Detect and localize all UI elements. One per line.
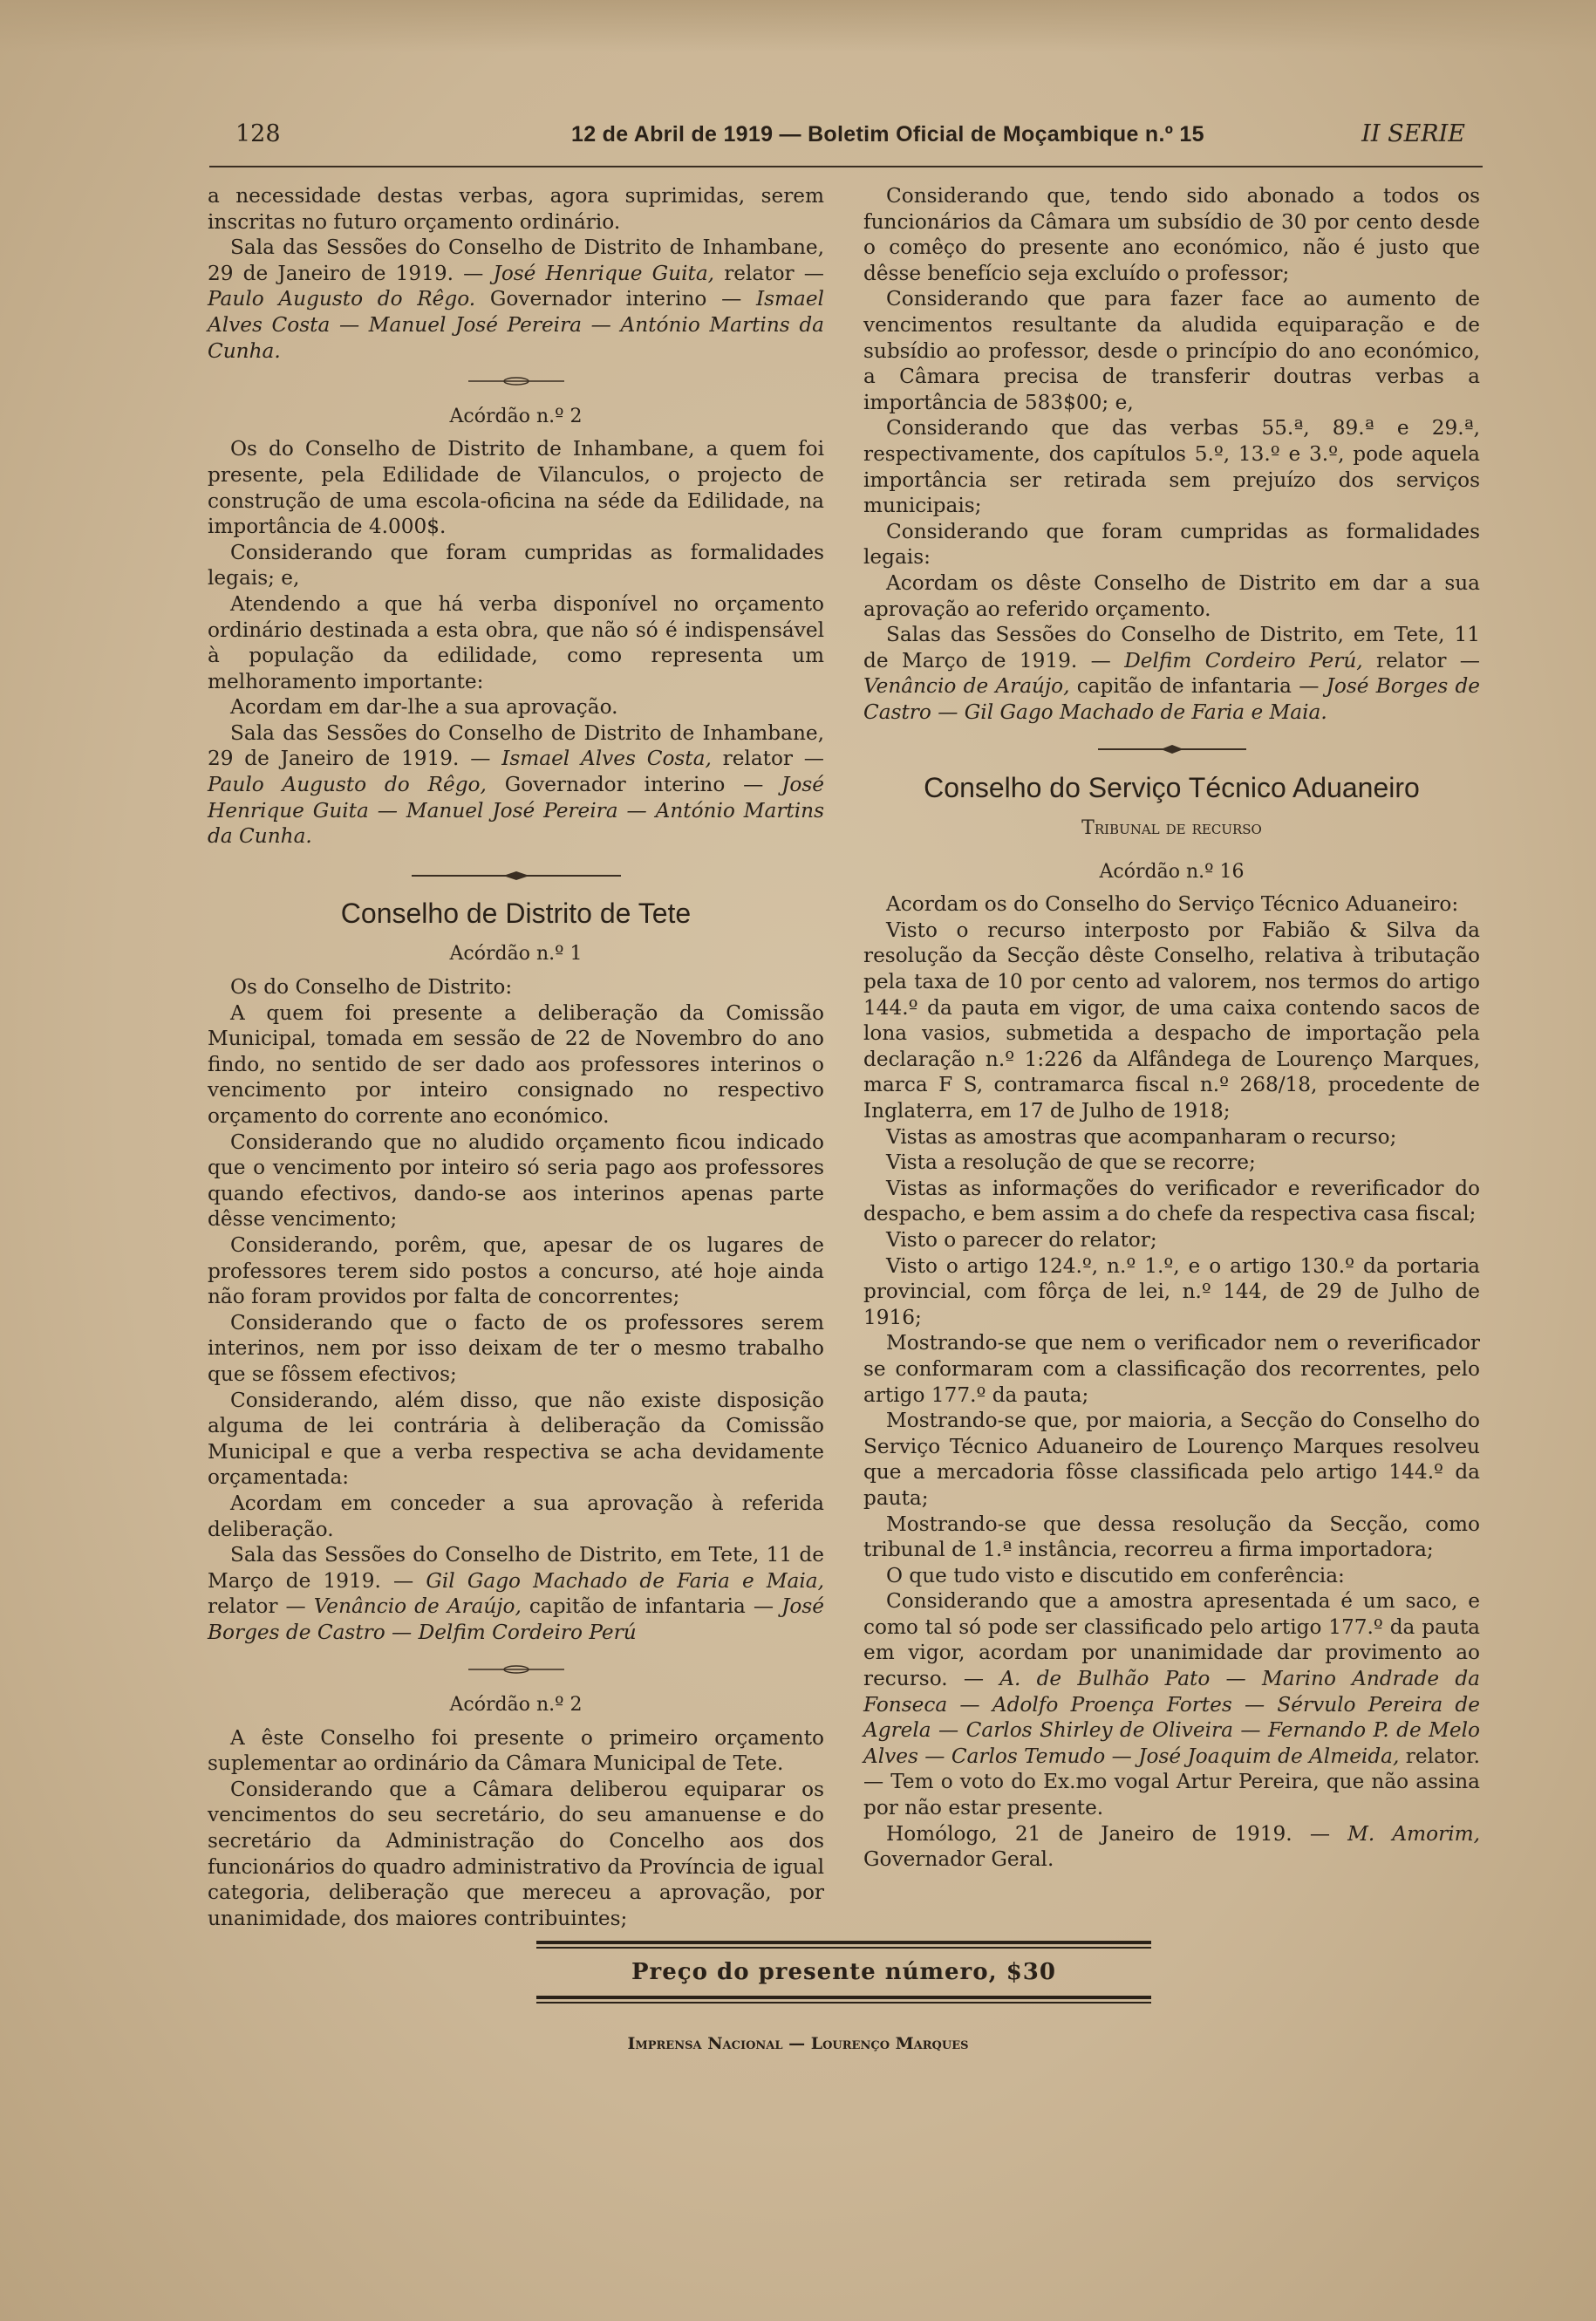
ornament-divider bbox=[208, 367, 824, 393]
paragraph: Considerando que para fazer face ao aumento de vencimentos resultante da aludida equiparação e de subsídio ao professor, desde o princípio do ano económico, a Câmara precisa de transferir doutras verbas a importância de 583$00; e, bbox=[863, 287, 1480, 414]
paragraph: Considerando que, tendo sido abonado a todos os funcionários da Câmara um subsídio de 30 por cento desde o comêço do presente ano económico, não é justo que dêsse benefício seja excluído o professor; bbox=[863, 184, 1480, 285]
acordao-heading: Acórdão n.º 2 bbox=[449, 1694, 583, 1717]
page-number: 128 bbox=[235, 120, 281, 147]
signature-paragraph: Sala das Sessões do Conselho de Distrito, em Tete, 11 de Março de 1919. — Gil Gago Machado de Faria e Maia, relator — Venâncio de Araújo, capitão de infantaria — José Borges de Castro — Delfim Cordeiro Perú bbox=[208, 1543, 825, 1644]
price-rule-bottom bbox=[536, 1996, 1151, 2004]
acordao-heading: Acórdão n.º 2 bbox=[449, 405, 583, 427]
price-block bbox=[536, 1941, 1151, 2004]
signature-paragraph: Sala das Sessões do Conselho de Distrito de Inhambane, 29 de Janeiro de 1919. — Ismael Alves Costa, relator — Paulo Augusto do Rêgo, Governador interino — José Henrique Guita — Manuel José Pereira — António Martins da Cunha. bbox=[208, 720, 824, 849]
signature-paragraph: Salas das Sessões do Conselho de Distrito, em Tete, 11 de Março de 1919. — Delfim Cordeiro Perú, relator — Venâncio de Araújo, capitão de infantaria — José Borges de Castro — Gil Gago Machado de Faria e Maia. bbox=[863, 623, 1481, 724]
paragraph: Considerando, além disso, que não existe disposição alguma de lei contrária à deliberação da Comissão Municipal e que a verba respectiva se acha devidamente orçamentada: bbox=[208, 1388, 824, 1490]
paragraph: Mostrando-se que dessa resolução da Secção, como tribunal de 1.ª instância, recorreu a firma importadora; bbox=[863, 1512, 1480, 1562]
signature-paragraph: Sala das Sessões do Conselho de Distrito de Inhambane, 29 de Janeiro de 1919. — José Henrique Guita, relator — Paulo Augusto do Rêgo. Governador interino — Ismael Alves Costa — Manuel José Pereira — António Martins da Cunha. bbox=[208, 236, 824, 363]
header-title: 12 de Abril de 1919 — Boletim Oficial de Moçambique n.º 15 bbox=[571, 122, 1204, 147]
section-title: Conselho de Distrito de Tete bbox=[340, 898, 692, 930]
paragraph: Considerando que foram cumpridas as formalidades legais: bbox=[863, 519, 1480, 570]
paragraph: Visto o parecer do relator; bbox=[886, 1227, 1157, 1252]
signature-paragraph: Homólogo, 21 de Janeiro de 1919. — M. Amorim, Governador Geral. bbox=[863, 1821, 1480, 1872]
paragraph: a necessidade destas verbas, agora suprimidas, serem inscritas no futuro orçamento ordinário. bbox=[208, 184, 824, 234]
right-column bbox=[863, 183, 1480, 1873]
paragraph: Mostrando-se que, por maioria, a Secção do Conselho do Serviço Técnico Aduaneiro de Lourenço Marques resolveu que a mercadoria fôsse classificada pelo artigo 144.º da pauta; bbox=[863, 1409, 1480, 1510]
paragraph: Visto o artigo 124.º, n.º 1.º, e o artigo 130.º da portaria provincial, com fôrça de lei, n.º 144, de 29 de Julho de 1916; bbox=[863, 1253, 1480, 1329]
series-label: II SERIE bbox=[1361, 120, 1465, 147]
paragraph: Mostrando-se que nem o verificador nem o reverificador se conformaram com a classificação dos recorrentes, pelo artigo 177.º da pauta; bbox=[863, 1331, 1480, 1407]
paragraph: Visto o recurso interposto por Fabião & Silva da resolução da Secção dêste Conselho, relativa à tributação pela taxa de 10 por cento ad valorem, nos termos do artigo 144.º da pauta em vigor, de uma caixa contendo sacos de lona vasios, submetida a despacho de importação pela declaração n.º 1:226 da Alfândega de Lourenço Marques, marca F S, contramarca fiscal n.º 268/18, procedente de Inglaterra, em 17 de Julho de 1918; bbox=[863, 918, 1480, 1123]
header-rule bbox=[209, 166, 1483, 167]
subsection-title: Tribunal de recurso bbox=[1081, 817, 1262, 840]
paragraph: Acordam em dar-lhe a sua aprovação. bbox=[230, 695, 618, 720]
section-divider bbox=[863, 735, 1480, 761]
paragraph: Considerando, porêm, que, apesar de os lugares de professores terem sido postos a concurso, até hoje ainda não foram providos por falta de concorrentes; bbox=[208, 1232, 824, 1309]
paragraph: Os do Conselho de Distrito de Inhambane, a quem foi presente, pela Edilidade de Vilanculos, o projecto de construção de uma escola-oficina na séde da Edilidade, na importância de 4.000$. bbox=[208, 437, 824, 539]
paragraph: Os do Conselho de Distrito: bbox=[230, 975, 513, 1000]
section-title: Conselho do Serviço Técnico Aduaneiro bbox=[924, 772, 1420, 804]
paragraph: Considerando que foram cumpridas as formalidades legais; e, bbox=[208, 540, 824, 590]
paragraph: Acordam os dêste Conselho de Distrito em dar a sua aprovação ao referido orçamento. bbox=[863, 570, 1480, 621]
paragraph: A êste Conselho foi presente o primeiro orçamento suplementar ao ordinário da Câmara Municipal de Tete. bbox=[208, 1725, 824, 1776]
signature-paragraph: Considerando que a amostra apresentada é um saco, e como tal só pode ser classificado pelo artigo 177.º da pauta em vigor, acordam por unanimidade dar provimento ao recurso. — A. de Bulhão Pato — Marino Andrade da Fonseca — Adolfo Proença Fortes — Sérvulo Pereira de Agrela — Carlos Shirley de Oliveira — Fernando P. de Melo Alves — Carlos Temudo — José Joaquim de Almeida, relator. — Tem o voto do Ex.mo vogal Artur Pereira, que não assina por não estar presente. bbox=[863, 1589, 1481, 1820]
top-edge-stain bbox=[0, 0, 1596, 52]
paragraph: Considerando que no aludido orçamento ficou indicado que o vencimento por inteiro só seria pago aos professores quando efectivos, dando-se aos interinos apenas parte dêsse vencimento; bbox=[208, 1130, 824, 1232]
paragraph: Considerando que a Câmara deliberou equiparar os vencimentos do seu secretário, do seu amanuense e do secretário da Administração do Concelho aos dos funcionários do quadro administrativo da Província de igual categoria, deliberação que mereceu a aprovação, por unanimidade, dos maiores contribuintes; bbox=[208, 1777, 824, 1930]
paragraph: Vistas as amostras que acompanharam o recurso; bbox=[886, 1124, 1397, 1149]
section-divider bbox=[208, 862, 824, 888]
paragraph: Considerando que das verbas 55.ª, 89.ª e 29.ª, respectivamente, dos capítulos 5.º, 13.º e 3.º, pode aquela importância ser retirada sem prejuízo dos serviços municipais; bbox=[863, 416, 1480, 518]
price-rule-top bbox=[536, 1941, 1151, 1949]
ornament-divider bbox=[208, 1655, 824, 1682]
paragraph: Vistas as informações do verificador e reverificador do despacho, e bem assim a do chefe da respectiva casa fiscal; bbox=[863, 1176, 1480, 1226]
acordao-heading: Acórdão n.º 16 bbox=[1099, 860, 1245, 883]
acordao-heading: Acórdão n.º 1 bbox=[449, 943, 583, 966]
paragraph: Acordam em conceder a sua aprovação à referida deliberação. bbox=[208, 1491, 824, 1541]
price-label: Preço do presente número, $30 bbox=[631, 1959, 1056, 1985]
paragraph: Considerando que o facto de os professores serem interinos, nem por isso deixam de ter o mesmo trabalho que se fôssem efectivos; bbox=[208, 1310, 824, 1386]
printer-imprint: Imprensa Nacional — Lourenço Marques bbox=[627, 2034, 969, 2053]
left-column bbox=[208, 183, 824, 1931]
paragraph: A quem foi presente a deliberação da Comissão Municipal, tomada em sessão de 22 de Novembro do ano findo, no sentido de ser dado aos professores interinos o vencimento por inteiro consignado no respectivo orçamento do corrente ano económico. bbox=[208, 1000, 824, 1128]
paragraph: Vista a resolução de que se recorre; bbox=[886, 1150, 1256, 1175]
paragraph: Atendendo a que há verba disponível no orçamento ordinário destinada a esta obra, que não só é indispensável à população da edilidade, como representa um melhoramento importante: bbox=[208, 591, 824, 693]
paragraph: Acordam os do Conselho do Serviço Técnico Aduaneiro: bbox=[886, 892, 1459, 917]
page-header bbox=[235, 120, 1465, 164]
paragraph: O que tudo visto e discutido em conferência: bbox=[886, 1563, 1345, 1587]
